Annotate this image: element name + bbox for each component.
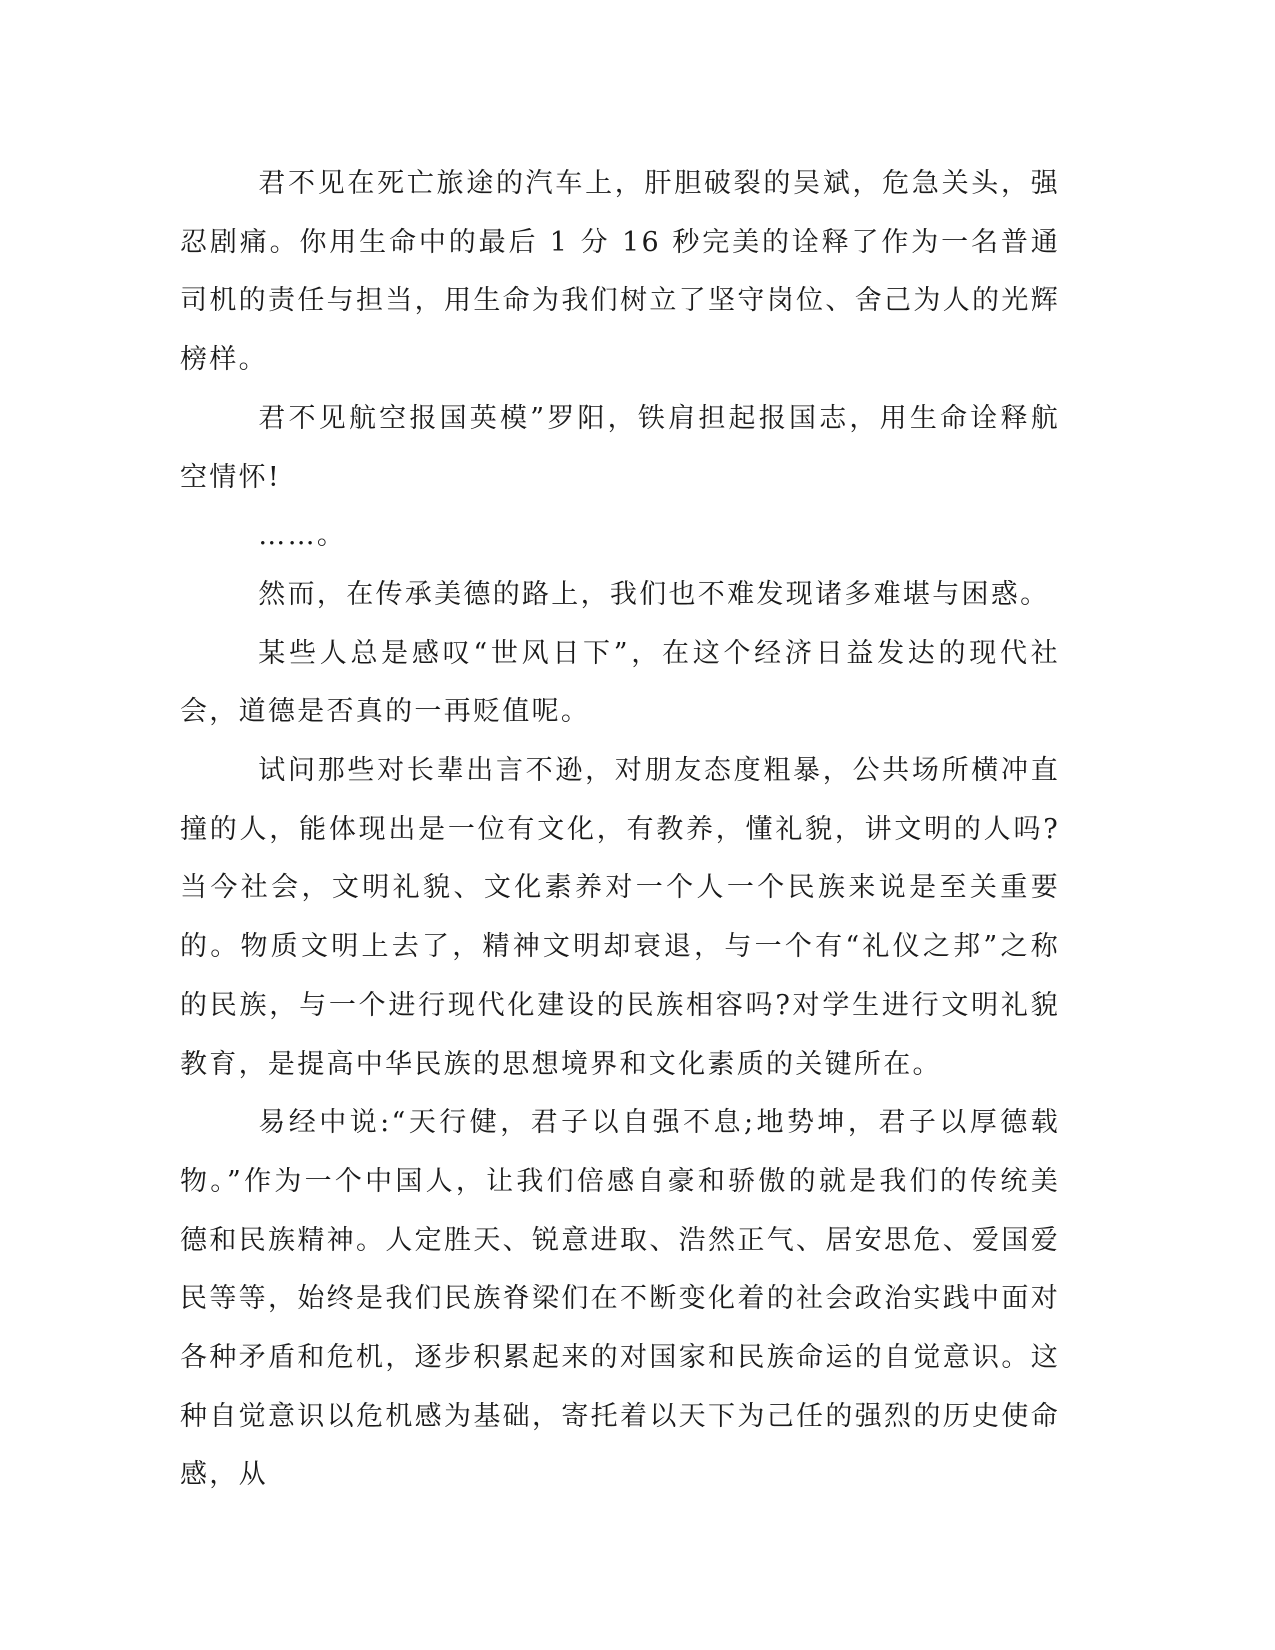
paragraph: 某些人总是感叹“世风日下”，在这个经济日益发达的现代社会，道德是否真的一再贬值呢。 (180, 637, 1060, 728)
paragraph: ……。 (258, 520, 347, 552)
paragraph: 试问那些对长辈出言不逊，对朋友态度粗暴，公共场所横冲直撞的人，能体现出是一位有文化，有教养，懂礼貌，讲文明的人吗?当今社会，文明礼貌、文化素养对一个人一个民族来说是至关重要的。物质文明上去了，精神文明却衰退，与一个有“礼仪之邦”之称的民族，与一个进行现代化建设的民族相容吗?对学生进行文明礼貌教育，是提高中华民族的思想境界和文化素质的关键所在。 (180, 755, 1060, 1080)
paragraph: 君不见航空报国英模”罗阳，铁肩担起报国志，用生命诠释航空情怀! (180, 402, 1060, 493)
paragraph: 君不见在死亡旅途的汽车上，肝胆破裂的吴斌，危急关头，强忍剧痛。你用生命中的最后 1 分 16 秒完美的诠释了作为一名普通司机的责任与担当，用生命为我们树立了坚守岗位、舍己为人的光辉榜样。 (180, 168, 1060, 376)
paragraph: 然而，在传承美德的路上，我们也不难发现诸多难堪与困惑。 (258, 578, 1050, 610)
paragraph: 易经中说:“天行健，君子以自强不息;地势坤，君子以厚德载物。”作为一个中国人，让我们倍感自豪和骄傲的就是我们的传统美德和民族精神。人定胜天、锐意进取、浩然正气、居安思危、爱国爱民等等，始终是我们民族脊梁们在不断变化着的社会政治实践中面对各种矛盾和危机，逐步积累起来的对国家和民族命运的自觉意识。这种自觉意识以危机感为基础，寄托着以天下为己任的强烈的历史使命感，从 (180, 1107, 1060, 1491)
body-text (180, 155, 1060, 1505)
